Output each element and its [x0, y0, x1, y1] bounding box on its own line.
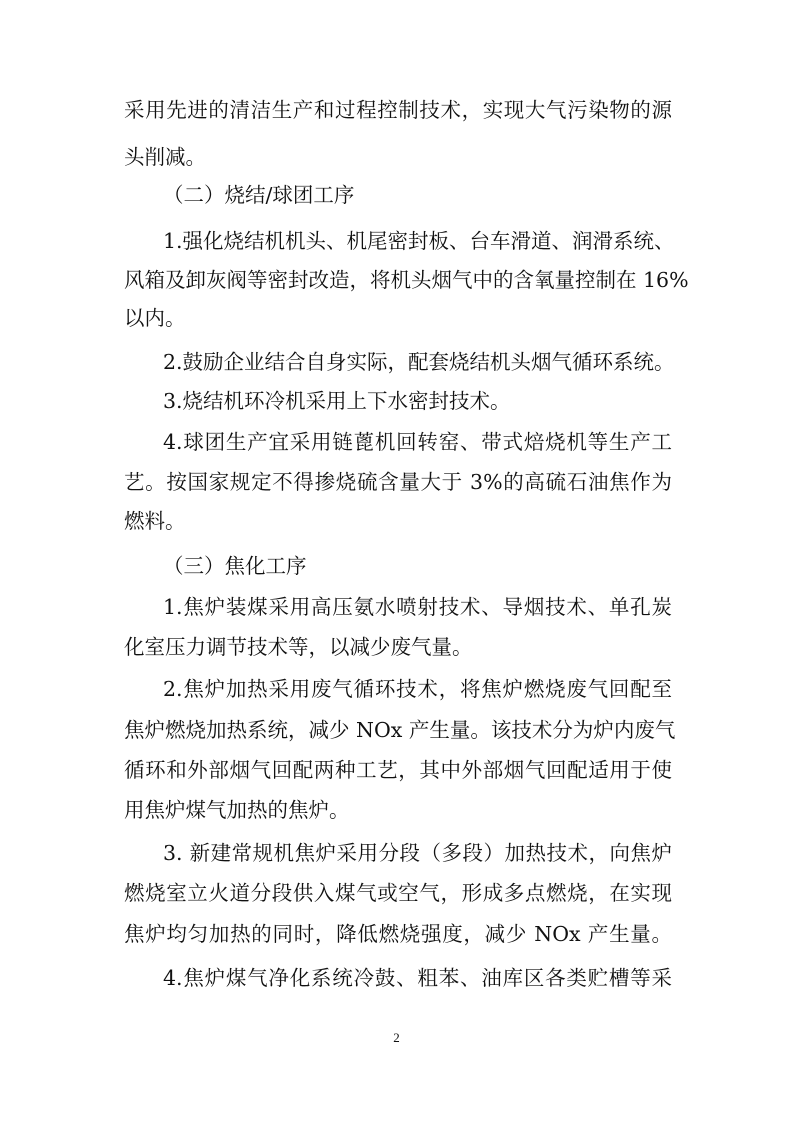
text-line: 2.鼓励企业结合自身实际，配套烧结机头烟气循环系统。 — [163, 350, 675, 374]
text-line: 1.强化烧结机机头、机尾密封板、台车滑道、润滑系统、 — [163, 229, 675, 253]
text-line: 3. 新建常规机焦炉采用分段（多段）加热技术，向焦炉 — [163, 841, 672, 865]
text-line: 风箱及卸灰阀等密封改造，将机头烟气中的含氧量控制在 16% — [124, 268, 689, 292]
text-line: 循环和外部烟气回配两种工艺，其中外部烟气回配适用于使 — [124, 758, 672, 782]
section-heading: （三）焦化工序 — [163, 554, 307, 578]
text-line: 1.焦炉装煤采用高压氨水喷射技术、导烟技术、单孔炭 — [163, 595, 672, 619]
text-line: 化室压力调节技术等，以减少废气量。 — [124, 635, 473, 659]
text-line: 焦炉燃烧加热系统，减少 NOx 产生量。该技术分为炉内废气 — [124, 718, 676, 742]
text-line: 燃料。 — [124, 509, 186, 533]
text-line: 4.球团生产宜采用链蓖机回转窑、带式焙烧机等生产工 — [163, 430, 672, 454]
text-line: 焦炉均匀加热的同时，降低燃烧强度，减少 NOx 产生量。 — [124, 922, 672, 946]
text-line: 3.烧结机环冷机采用上下水密封技术。 — [163, 389, 511, 413]
text-line: 以内。 — [124, 306, 186, 330]
text-line: 用焦炉煤气加热的焦炉。 — [124, 798, 350, 822]
text-line: 4.焦炉煤气净化系统冷鼓、粗苯、油库区各类贮槽等采 — [163, 966, 672, 990]
text-line: 2.焦炉加热采用废气循环技术，将焦炉燃烧废气回配至 — [163, 677, 672, 701]
page-number: 2 — [393, 1030, 400, 1045]
text-line: 头削减。 — [124, 145, 206, 169]
text-line: 艺。按国家规定不得掺烧硫含量大于 3%的高硫石油焦作为 — [124, 470, 672, 494]
text-line: 采用先进的清洁生产和过程控制技术，实现大气污染物的源 — [124, 98, 672, 122]
text-line: 燃烧室立火道分段供入煤气或空气，形成多点燃烧，在实现 — [124, 881, 672, 905]
section-heading: （二）烧结/球团工序 — [163, 183, 355, 207]
